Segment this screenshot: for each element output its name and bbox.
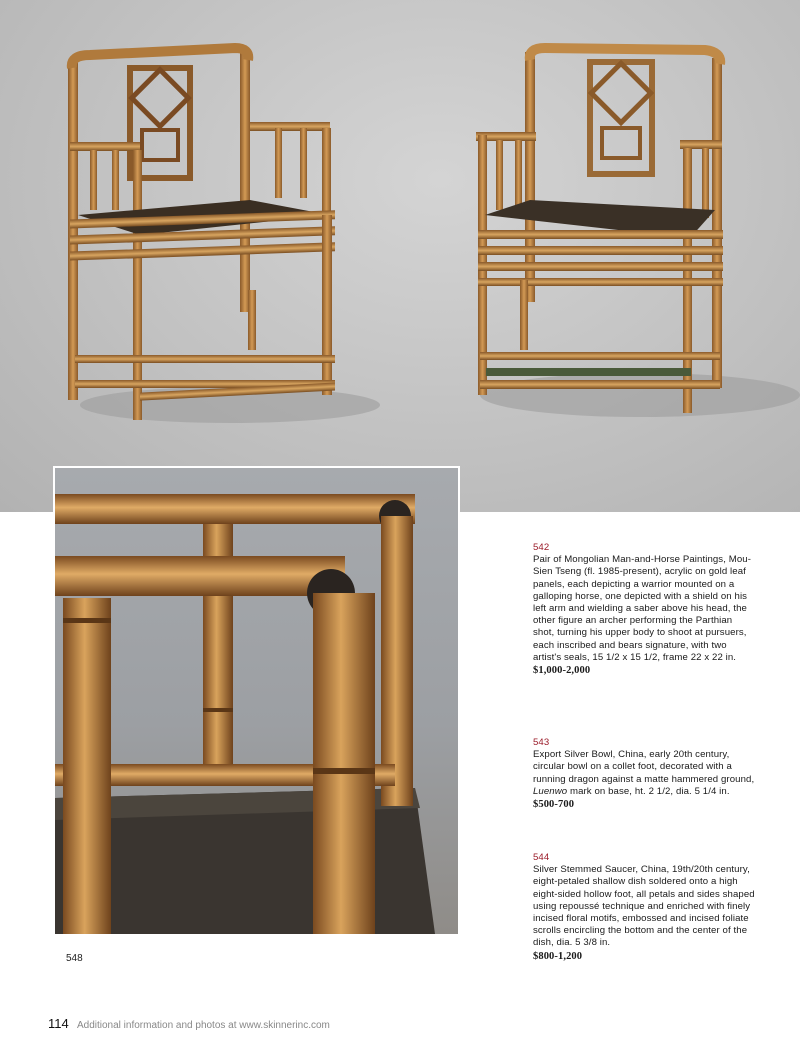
chair-detail-illustration <box>55 468 458 934</box>
lot-estimate: $1,000-2,000 <box>533 665 591 677</box>
maker-mark: Luenwo <box>533 785 568 797</box>
lot-estimate: $800-1,200 <box>533 950 583 962</box>
right-chair <box>476 48 723 413</box>
page-number: 114 <box>48 1016 69 1031</box>
lot-description: Silver Stemmed Saucer, China, 19th/20th century, eight-petaled shallow dish soldered onto a high eight-sided hollow foot, all petals and sides shaped using repoussé technique and enriched with finely incised floral motifs, embossed and incised foliate scrolls encircling the bottom and the center of the dish, dia. 5 3/8 in. <box>533 864 755 949</box>
lot-number: 544 <box>533 852 550 863</box>
armchairs-photo <box>0 0 800 512</box>
page-footer <box>48 1016 330 1031</box>
lot-number: 543 <box>533 737 550 748</box>
lot-description <box>533 749 755 798</box>
lot-description: Pair of Mongolian Man-and-Horse Paintings, Mou-Sien Tseng (fl. 1985-present), acrylic on gold leaf panels, each depicting a warrior mounted on a galloping horse, one depicted with a shield on his left arm and wielding a saber above his head, the other figure an archer performing the Parthian shot, turning his upper body to shoot at pursuers, each inscribed and bears signature, with two artist's seals, 15 1/2 x 15 1/2, frame 22 x 22 in. <box>533 554 751 663</box>
lot-estimate: $500-700 <box>533 799 575 811</box>
figure-label: 548 <box>66 953 83 964</box>
lot-description-part: Export Silver Bowl, China, early 20th century, circular bowl on a collet foot, decorated with a running dragon against a matte hammered ground, <box>533 749 755 785</box>
footer-text: Additional information and photos at www.skinnerinc.com <box>76 1020 330 1031</box>
lot-description-part: mark on base, ht. 2 1/2, dia. 5 1/4 in. <box>567 785 730 797</box>
lot-number: 542 <box>533 542 550 553</box>
lot-542 <box>533 542 755 677</box>
left-chair <box>68 48 335 420</box>
chair-detail-photo <box>53 466 460 936</box>
lot-543 <box>533 737 755 811</box>
armchairs-illustration <box>0 0 800 512</box>
lot-544 <box>533 852 755 963</box>
